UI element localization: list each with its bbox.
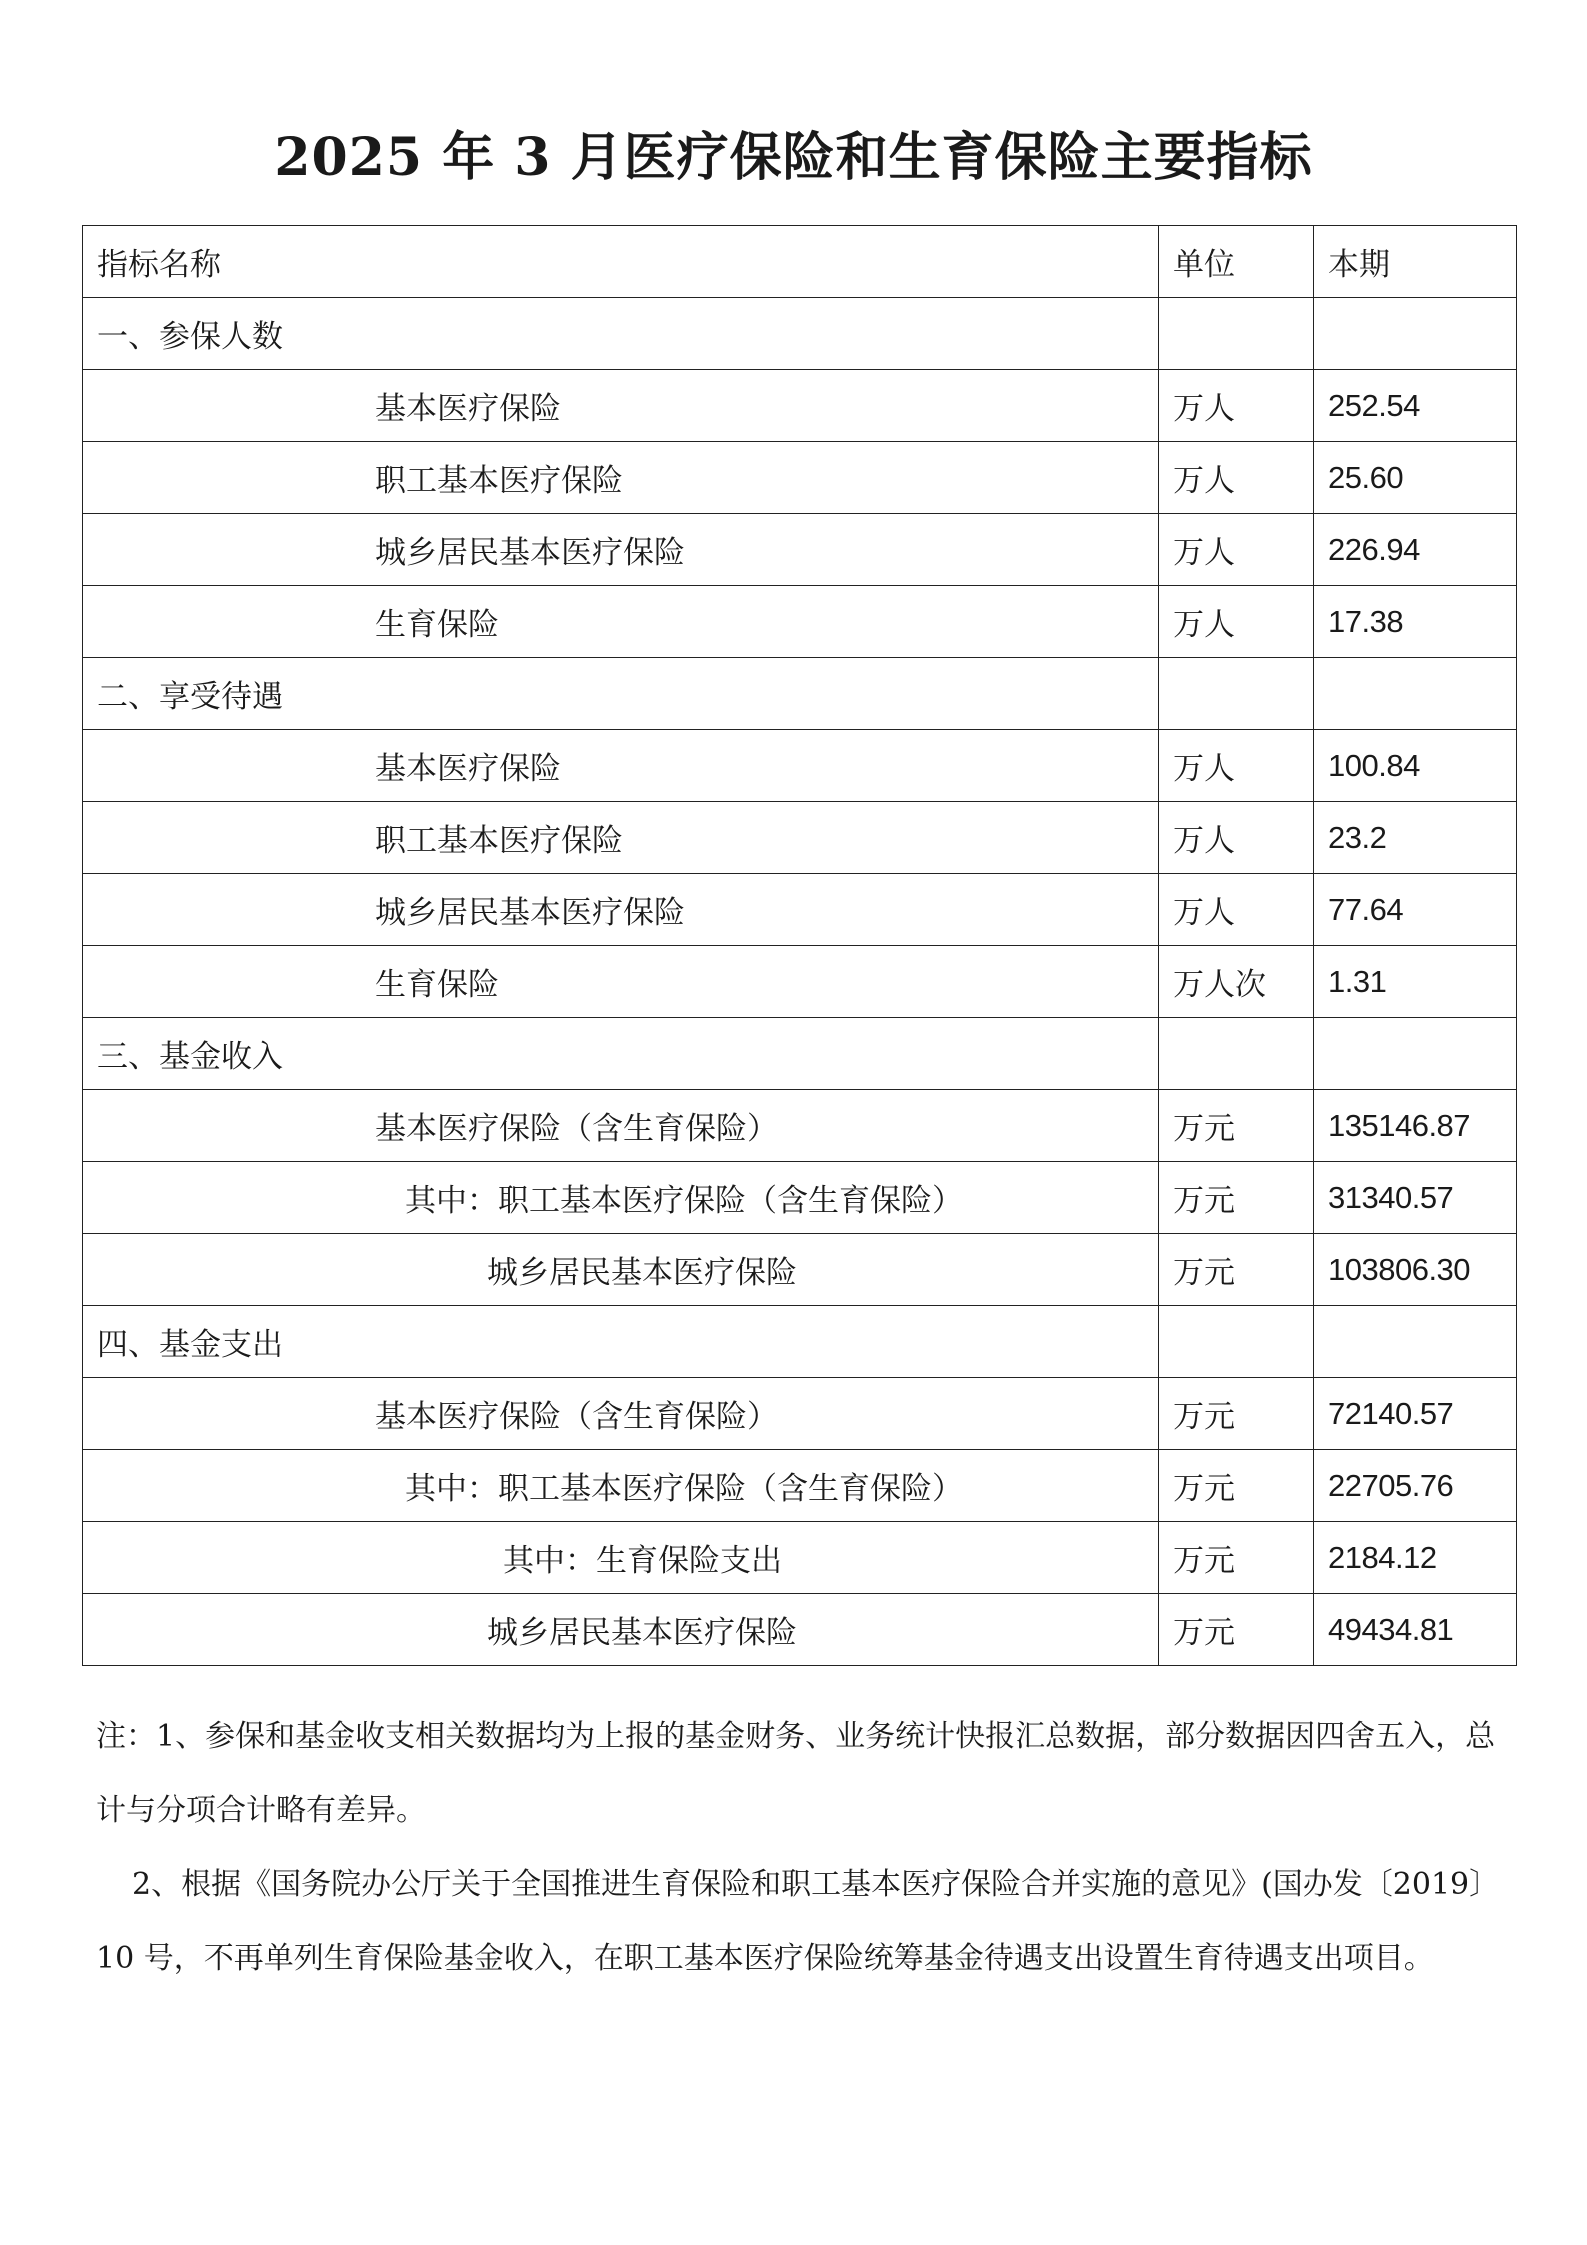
indicator-name: 城乡居民基本医疗保险	[83, 1594, 1159, 1666]
indicator-unit: 万元	[1159, 1234, 1314, 1306]
table-row	[83, 1450, 1517, 1522]
indicator-value: 135146.87	[1314, 1090, 1517, 1162]
indicator-name: 生育保险	[83, 946, 1159, 1018]
indicator-value: 100.84	[1314, 730, 1517, 802]
section-row	[83, 1018, 1517, 1090]
indicator-value: 103806.30	[1314, 1234, 1517, 1306]
indicator-name: 生育保险	[83, 586, 1159, 658]
section-title: 四、基金支出	[83, 1306, 1159, 1378]
indicator-unit: 万人	[1159, 514, 1314, 586]
table-row	[83, 1594, 1517, 1666]
table-row	[83, 730, 1517, 802]
notes	[96, 1700, 1516, 1996]
indicator-unit: 万元	[1159, 1594, 1314, 1666]
indicator-name: 职工基本医疗保险	[83, 442, 1159, 514]
indicator-value	[1314, 1018, 1517, 1090]
indicator-value: 252.54	[1314, 370, 1517, 442]
table-row	[83, 874, 1517, 946]
indicator-name: 其中：职工基本医疗保险（含生育保险）	[83, 1450, 1159, 1522]
section-title: 一、参保人数	[83, 298, 1159, 370]
table-row	[83, 1522, 1517, 1594]
indicator-value: 23.2	[1314, 802, 1517, 874]
indicator-name: 基本医疗保险	[83, 730, 1159, 802]
indicator-unit: 万人	[1159, 730, 1314, 802]
indicator-name: 基本医疗保险（含生育保险）	[83, 1090, 1159, 1162]
table-row	[83, 946, 1517, 1018]
indicator-value: 2184.12	[1314, 1522, 1517, 1594]
table-row	[83, 1162, 1517, 1234]
table-header-row	[83, 226, 1517, 298]
indicator-value: 31340.57	[1314, 1162, 1517, 1234]
indicator-value: 22705.76	[1314, 1450, 1517, 1522]
indicator-unit: 万人	[1159, 586, 1314, 658]
indicator-value: 49434.81	[1314, 1594, 1517, 1666]
table-row	[83, 514, 1517, 586]
indicator-unit: 万元	[1159, 1450, 1314, 1522]
table-row	[83, 586, 1517, 658]
section-title: 二、享受待遇	[83, 658, 1159, 730]
indicator-unit	[1159, 1306, 1314, 1378]
indicator-unit: 万元	[1159, 1162, 1314, 1234]
indicator-unit: 万人	[1159, 370, 1314, 442]
indicator-unit	[1159, 298, 1314, 370]
indicator-name: 城乡居民基本医疗保险	[83, 1234, 1159, 1306]
indicator-value	[1314, 1306, 1517, 1378]
indicator-unit	[1159, 1018, 1314, 1090]
indicator-unit: 万人	[1159, 874, 1314, 946]
indicator-name: 职工基本医疗保险	[83, 802, 1159, 874]
note-1: 注：1、参保和基金收支相关数据均为上报的基金财务、业务统计快报汇总数据，部分数据因四舍五入，总计与分项合计略有差异。	[96, 1719, 1496, 1828]
table-row	[83, 1090, 1517, 1162]
section-title: 三、基金收入	[83, 1018, 1159, 1090]
table-row	[83, 442, 1517, 514]
table-row	[83, 1234, 1517, 1306]
indicator-unit: 万人	[1159, 802, 1314, 874]
indicator-name: 其中：职工基本医疗保险（含生育保险）	[83, 1162, 1159, 1234]
indicator-value	[1314, 658, 1517, 730]
indicator-name: 其中：生育保险支出	[83, 1522, 1159, 1594]
table-row	[83, 370, 1517, 442]
indicator-value	[1314, 298, 1517, 370]
note-2: 2、根据《国务院办公厅关于全国推进生育保险和职工基本医疗保险合并实施的意见》(国办发〔2019〕10 号，不再单列生育保险基金收入，在职工基本医疗保险统筹基金待遇支出设置生育待遇支出项目。	[96, 1867, 1500, 1976]
section-row	[83, 1306, 1517, 1378]
indicator-unit: 万人次	[1159, 946, 1314, 1018]
indicator-name: 城乡居民基本医疗保险	[83, 514, 1159, 586]
header-unit: 单位	[1159, 226, 1314, 298]
page-title: 2025 年 3 月医疗保险和生育保险主要指标	[274, 127, 1313, 188]
header-value: 本期	[1314, 226, 1517, 298]
table-row	[83, 1378, 1517, 1450]
indicator-unit	[1159, 658, 1314, 730]
indicator-table	[82, 225, 1517, 1666]
indicator-unit: 万元	[1159, 1090, 1314, 1162]
section-row	[83, 658, 1517, 730]
indicator-value: 226.94	[1314, 514, 1517, 586]
indicator-value: 77.64	[1314, 874, 1517, 946]
indicator-name: 城乡居民基本医疗保险	[83, 874, 1159, 946]
table-row	[83, 802, 1517, 874]
header-name: 指标名称	[83, 226, 1159, 298]
indicator-value: 17.38	[1314, 586, 1517, 658]
indicator-name: 基本医疗保险（含生育保险）	[83, 1378, 1159, 1450]
indicator-value: 1.31	[1314, 946, 1517, 1018]
indicator-name: 基本医疗保险	[83, 370, 1159, 442]
indicator-value: 72140.57	[1314, 1378, 1517, 1450]
table-body	[83, 298, 1517, 1666]
indicator-unit: 万元	[1159, 1378, 1314, 1450]
indicator-unit: 万元	[1159, 1522, 1314, 1594]
indicator-unit: 万人	[1159, 442, 1314, 514]
section-row	[83, 298, 1517, 370]
indicator-value: 25.60	[1314, 442, 1517, 514]
